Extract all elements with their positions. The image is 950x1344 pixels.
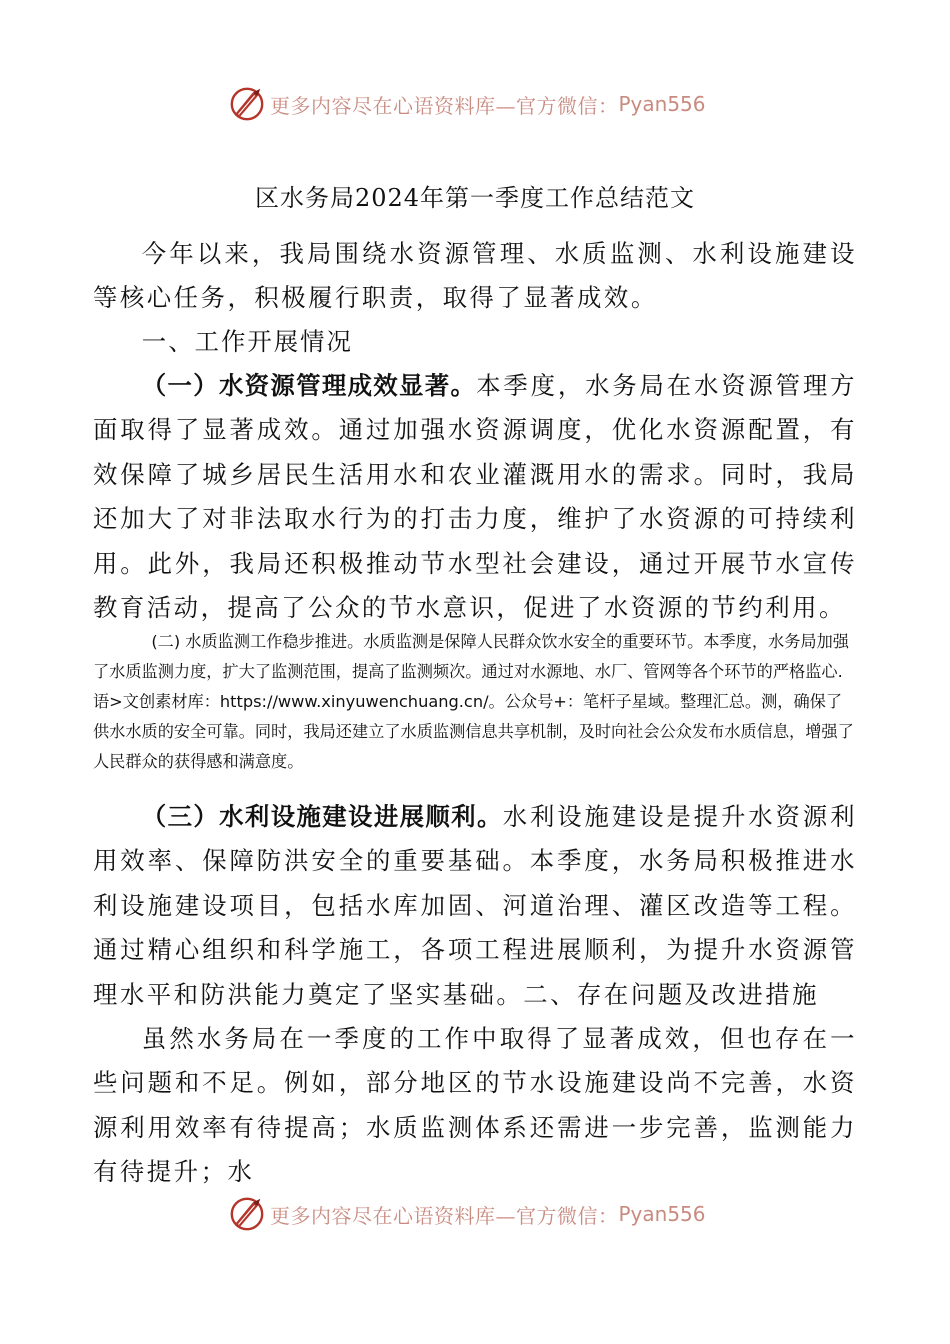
item-3-paragraph xyxy=(93,795,857,1017)
item-3-body: 水利设施建设是提升水资源利用效率、保障防洪安全的重要基础。本季度，水务局积极推进水利设施建设项目，包括水库加固、河道治理、灌区改造等工程。通过精心组织和科学施工，各项工程进展顺利，为提升水资源管理水平和防洪能力奠定了坚实基础。二、存在问题及改进措施 xyxy=(93,802,857,1009)
intro-paragraph: 今年以来，我局围绕水资源管理、水质监测、水利设施建设等核心任务，积极履行职责，取得了显著成效。 xyxy=(93,239,857,313)
item-2-paragraph: (二) 水质监测工作稳步推进。水质监测是保障人民群众饮水安全的重要环节。本季度，水务局加强了水质监测力度，扩大了监测范围，提高了监测频次。通过对水源地、水厂、管网等各个环节的严格监心.语>文创素材库：https://www.xinyuwenchuang.cn/。公众号+：笔杆子星域。整理汇总。测，确保了供水水质的安全可靠。同时，我局还建立了水质监测信息共享机制，及时向社会公众发布水质信息，增强了人民群众的获得感和满意度。 xyxy=(93,632,854,771)
banner-text: 更多内容尽在心语资料库—官方微信： xyxy=(270,93,619,118)
section-2-paragraph: 虽然水务局在一季度的工作中取得了显著成效，但也存在一些问题和不足。例如，部分地区的节水设施建设尚不完善，水资源利用效率有待提高；水质监测体系还需进一步完善，监测能力有待提升；水 xyxy=(93,1024,857,1187)
item-1-body: 本季度，水务局在水资源管理方面取得了显著成效。通过加强水资源调度，优化水资源配置，有效保障了城乡居民生活用水和农业灌溉用水的需求。同时，我局还加大了对非法取水行为的打击力度，维护了水资源的可持续利用。此外，我局还积极推动节水型社会建设，通过开展节水宣传教育活动，提高了公众的节水意识，促进了水资源的节约利用。 xyxy=(93,371,857,623)
pen-nib-logo-icon xyxy=(228,1195,266,1233)
document-title: 区水务局2024年第一季度工作总结范文 xyxy=(254,184,696,212)
header-watermark-banner xyxy=(228,84,706,124)
item-1-paragraph xyxy=(93,364,857,630)
pen-nib-logo-icon xyxy=(228,85,266,123)
banner-wechat-id: Pyan556 xyxy=(618,1202,706,1226)
footer-watermark-banner xyxy=(228,1194,706,1234)
item-3-heading: （三）水利设施建设进展顺利。 xyxy=(141,802,503,831)
item-1-heading: （一）水资源管理成效显著。 xyxy=(141,371,477,400)
section-1-heading: 一、工作开展情况 xyxy=(141,327,353,356)
banner-wechat-id: Pyan556 xyxy=(618,92,706,116)
banner-text: 更多内容尽在心语资料库—官方微信： xyxy=(270,1203,619,1228)
